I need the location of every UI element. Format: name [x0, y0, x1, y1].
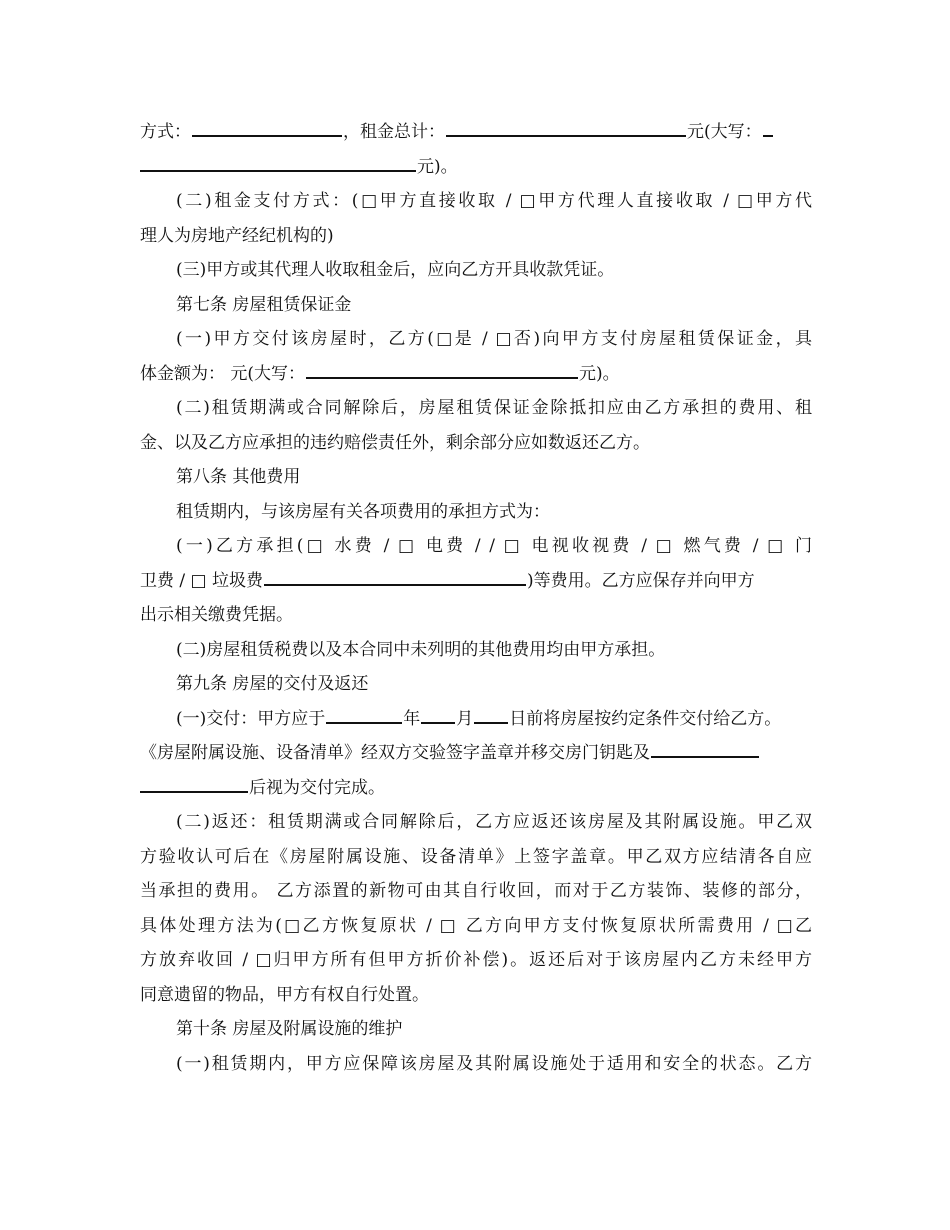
text-line	[140, 327, 812, 351]
text: 后视为交付完成。	[249, 778, 385, 798]
text-line	[140, 120, 812, 144]
fill-blank[interactable]	[140, 156, 416, 172]
text: 方验收认可后在《房屋附属设施、设备清单》上签字盖章。甲乙双方应结清各自应	[140, 847, 812, 867]
text-line	[140, 845, 812, 869]
text: (三)甲方或其代理人收取租金后，应向乙方开具收款凭证。	[176, 260, 615, 280]
text-line	[140, 224, 812, 248]
article-heading	[140, 672, 812, 696]
text: 卫费 / □ 垃圾费	[140, 571, 264, 591]
text-line	[140, 707, 812, 731]
fill-blank[interactable]	[306, 363, 578, 379]
article-heading	[140, 1017, 812, 1041]
text-line	[140, 362, 812, 386]
text-line	[140, 258, 812, 282]
text: 日前将房屋按约定条件交付给乙方。	[509, 709, 782, 729]
text-line	[140, 396, 812, 420]
text-line	[140, 741, 812, 765]
text: (二)租金支付方式：(□甲方直接收取 / □甲方代理人直接收取 / □甲方代	[176, 191, 812, 211]
text: (一)甲方交付该房屋时，乙方(□是 / □否)向甲方支付房屋租赁保证金，具	[176, 329, 812, 349]
text-line	[140, 569, 812, 593]
text: 月	[456, 709, 474, 729]
text: (二)租赁期满或合同解除后，房屋租赁保证金除抵扣应由乙方承担的费用、租	[176, 398, 812, 418]
text-line	[140, 983, 812, 1007]
text-line	[140, 603, 812, 627]
text: 第十条 房屋及附属设施的维护	[176, 1019, 403, 1039]
fill-blank[interactable]	[651, 742, 759, 758]
text: 第七条 房屋租赁保证金	[176, 295, 352, 315]
fill-blank[interactable]	[474, 708, 508, 724]
text-line	[140, 638, 812, 662]
text: 金、以及乙方应承担的违约赔偿责任外，剩余部分应如数返还乙方。	[140, 433, 650, 453]
text: 第八条 其他费用	[176, 467, 301, 487]
text-line	[140, 500, 812, 524]
fill-blank[interactable]	[264, 570, 526, 586]
text-line	[140, 1052, 812, 1076]
text-line	[140, 189, 812, 213]
text: (一)交付：甲方应于	[176, 709, 326, 729]
text: 租赁期内，与该房屋有关各项费用的承担方式为：	[176, 502, 550, 522]
fill-blank[interactable]	[763, 121, 773, 137]
text-line	[140, 914, 812, 938]
text: 元)。	[579, 364, 620, 384]
text: (一)租赁期内，甲方应保障该房屋及其附属设施处于适用和安全的状态。乙方	[176, 1054, 812, 1074]
text: 方放弃收回 / □归甲方所有但甲方折价补偿)。返还后对于该房屋内乙方未经甲方	[140, 950, 812, 970]
text: 具体处理方法为(□乙方恢复原状 / □ 乙方向甲方支付恢复原状所需费用 / □乙	[140, 916, 812, 936]
text: 理人为房地产经纪机构的)	[140, 226, 334, 246]
text: 同意遗留的物品，甲方有权自行处置。	[140, 985, 429, 1005]
text: 出示相关缴费凭据。	[140, 605, 293, 625]
fill-blank[interactable]	[326, 708, 402, 724]
article-heading	[140, 465, 812, 489]
text-line	[140, 810, 812, 834]
text-line	[140, 534, 812, 558]
text-line	[140, 948, 812, 972]
fill-blank[interactable]	[421, 708, 455, 724]
text-line	[140, 431, 812, 455]
text-line	[140, 776, 812, 800]
text: ，租金总计：	[343, 122, 445, 142]
fill-blank[interactable]	[140, 777, 248, 793]
article-heading	[140, 293, 812, 317]
text-line	[140, 879, 812, 903]
text: (一)乙方承担(□ 水费 / □ 电费 / / □ 电视收视费 / □ 燃气费 / □ 门	[176, 536, 812, 556]
text: 体金额为： 元(大写：	[140, 364, 306, 384]
text: (二)房屋租赁税费以及本合同中未列明的其他费用均由甲方承担。	[176, 640, 666, 660]
fill-blank[interactable]	[446, 121, 686, 137]
text: 当承担的费用。 乙方添置的新物可由其自行收回，而对于乙方装饰、装修的部分，	[140, 881, 812, 901]
fill-blank[interactable]	[192, 121, 342, 137]
text: 方式：	[140, 122, 191, 142]
text: 《房屋附属设施、设备清单》经双方交验签字盖章并移交房门钥匙及	[140, 743, 650, 763]
text: 年	[403, 709, 421, 729]
text: 元(大写：	[687, 122, 762, 142]
text: 元)。	[417, 157, 458, 177]
text-line	[140, 155, 812, 179]
text: (二)返还：租赁期满或合同解除后，乙方应返还该房屋及其附属设施。甲乙双	[176, 812, 812, 832]
text: )等费用。乙方应保存并向甲方	[527, 571, 755, 591]
text: 第九条 房屋的交付及返还	[176, 674, 369, 694]
